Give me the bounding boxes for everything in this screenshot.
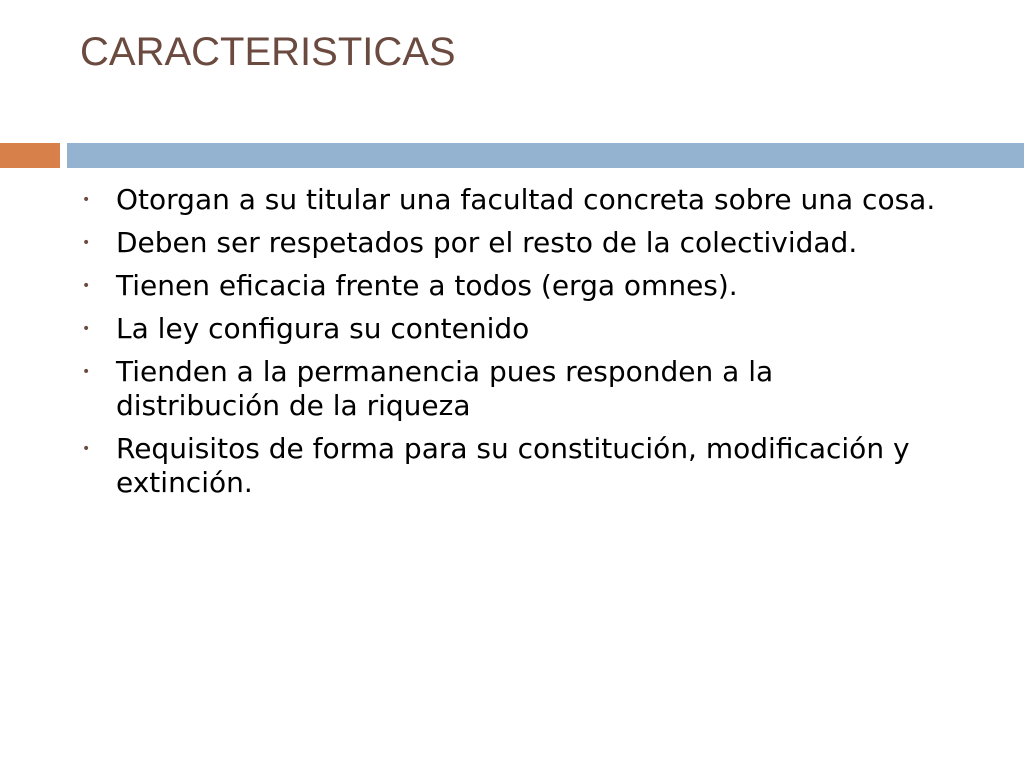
bullet-text: Otorgan a su titular una facultad concreta sobre una cosa. [116, 183, 936, 216]
bullet-item [80, 355, 940, 423]
bullet-item [80, 269, 940, 303]
bullet-text: Deben ser respetados por el resto de la colectividad. [116, 226, 858, 259]
bullet-item [80, 312, 940, 346]
bullet-text: La ley configura su contenido [116, 312, 530, 345]
bullet-item [80, 432, 940, 500]
bullet-text: Tienden a la permanencia pues responden a la distribución de la riqueza [116, 355, 774, 422]
bullet-icon: • [82, 235, 91, 251]
bullet-icon: • [82, 441, 91, 457]
bullet-item [80, 226, 940, 260]
accent-bar-orange [0, 143, 60, 168]
slide-title: CARACTERISTICAS [80, 30, 456, 74]
accent-bar-blue [67, 143, 1024, 168]
bullet-text: Requisitos de forma para su constitución, modificación y extinción. [116, 432, 910, 499]
bullet-list [80, 183, 940, 509]
bullet-icon: • [82, 278, 91, 294]
bullet-text: Tienen eficacia frente a todos (erga omnes). [116, 269, 738, 302]
bullet-icon: • [82, 364, 91, 380]
bullet-item [80, 183, 940, 217]
bullet-icon: • [82, 321, 91, 337]
bullet-icon: • [82, 192, 91, 208]
